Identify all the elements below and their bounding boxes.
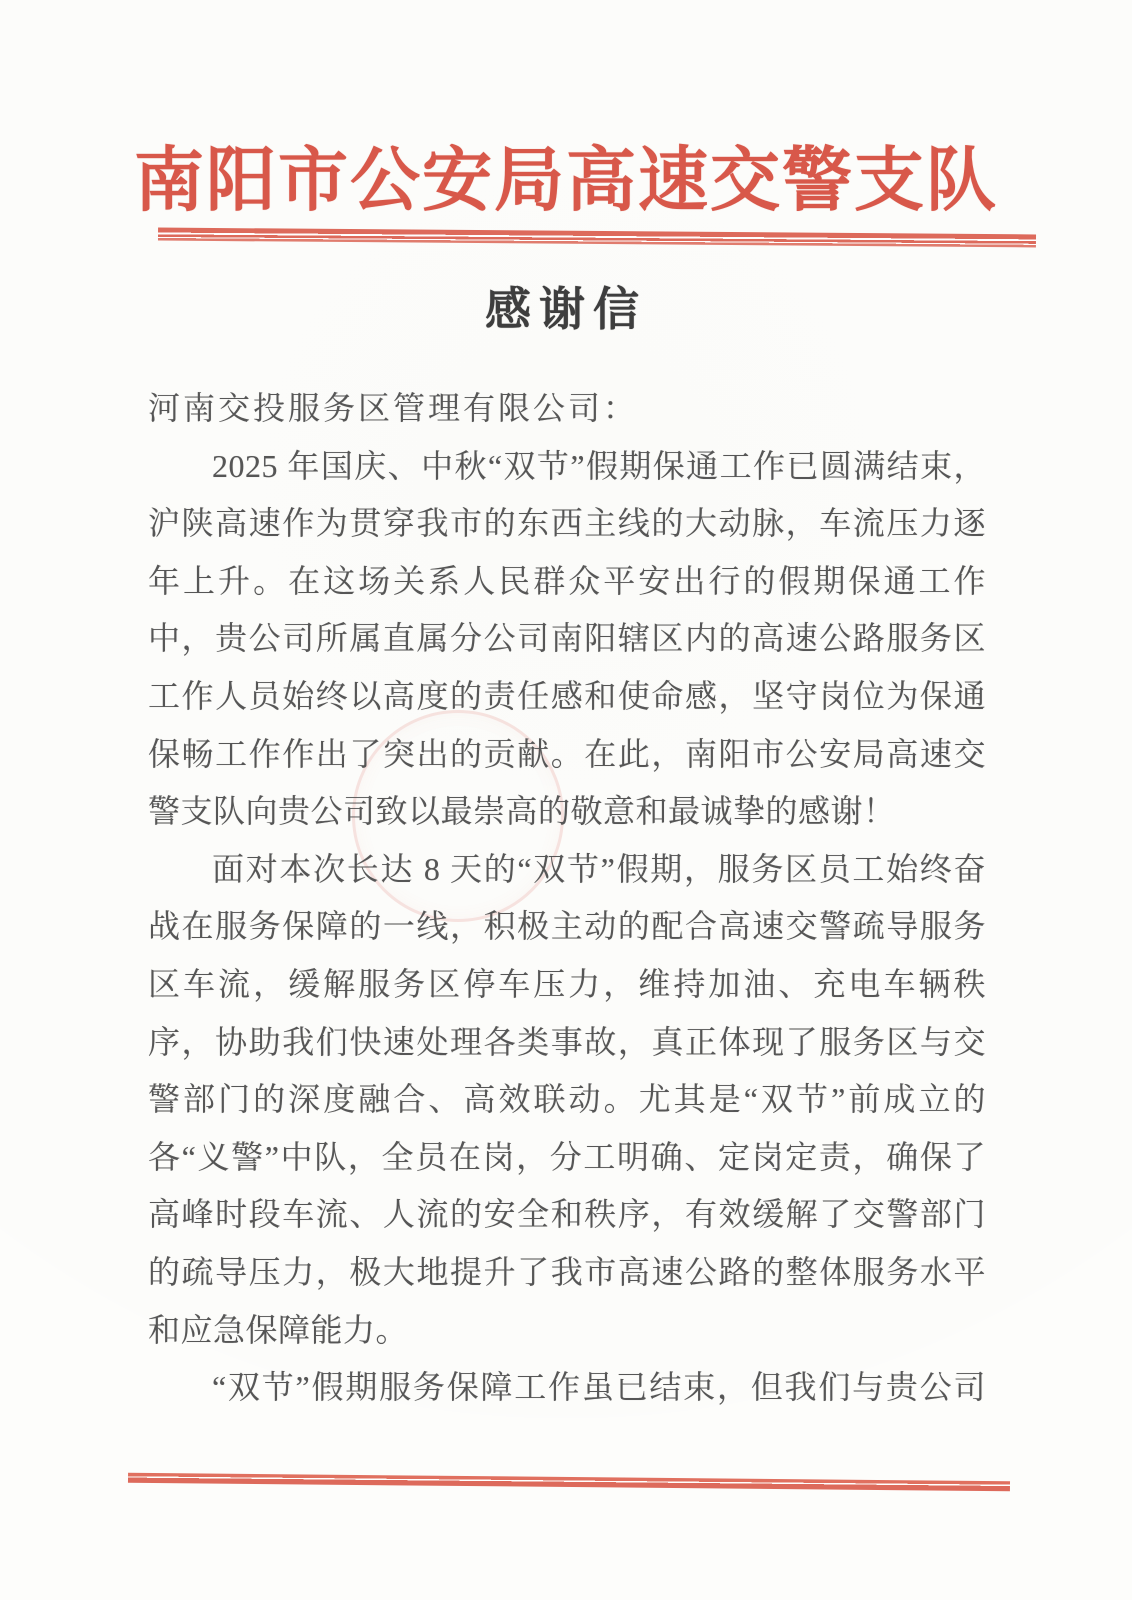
letter-title: 感谢信 — [485, 284, 647, 335]
letterhead-divider-rule — [158, 228, 1036, 248]
salutation: 河南交投服务区管理有限公司： — [148, 390, 639, 426]
paragraph-3-cutoff: “双节”假期服务保障工作虽已结束，但我们与贵公司 — [212, 1369, 986, 1406]
paragraph-1: 2025 年国庆、中秋“双节”假期保通工作已圆满结束，沪陕高速作为贯穿我市的东西主线的大动脉，车流压力逐年上升。在这场关系人民群众平安出行的假期保通工作中，贵公司所属直属分公司南阳辖区内的高速公路服务区工作人员始终以高度的责任感和使命感，坚守岗位为保通保畅工作作出了突出的贡献。在此，南阳市公安局高速交警支队向贵公司致以最崇高的敬意和最诚挚的感谢！ — [148, 447, 986, 830]
letter-body — [148, 380, 986, 1417]
letterhead — [0, 140, 1132, 224]
footer-rule — [128, 1473, 1010, 1491]
agency-title: 南阳市公安局高速交警支队 — [134, 143, 998, 220]
paragraph-2: 面对本次长达 8 天的“双节”假期，服务区员工始终奋战在服务保障的一线，积极主动的配合高速交警疏导服务区车流，缓解服务区停车压力，维持加油、充电车辆秩序，协助我们快速处理各类事故，真正体现了服务区与交警部门的深度融合、高效联动。尤其是“双节”前成立的各“义警”中队，全员在岗，分工明确、定岗定责，确保了高峰时段车流、人流的安全和秩序，有效缓解了交警部门的疏导压力，极大地提升了我市高速公路的整体服务水平和应急保障能力。 — [148, 850, 986, 1348]
